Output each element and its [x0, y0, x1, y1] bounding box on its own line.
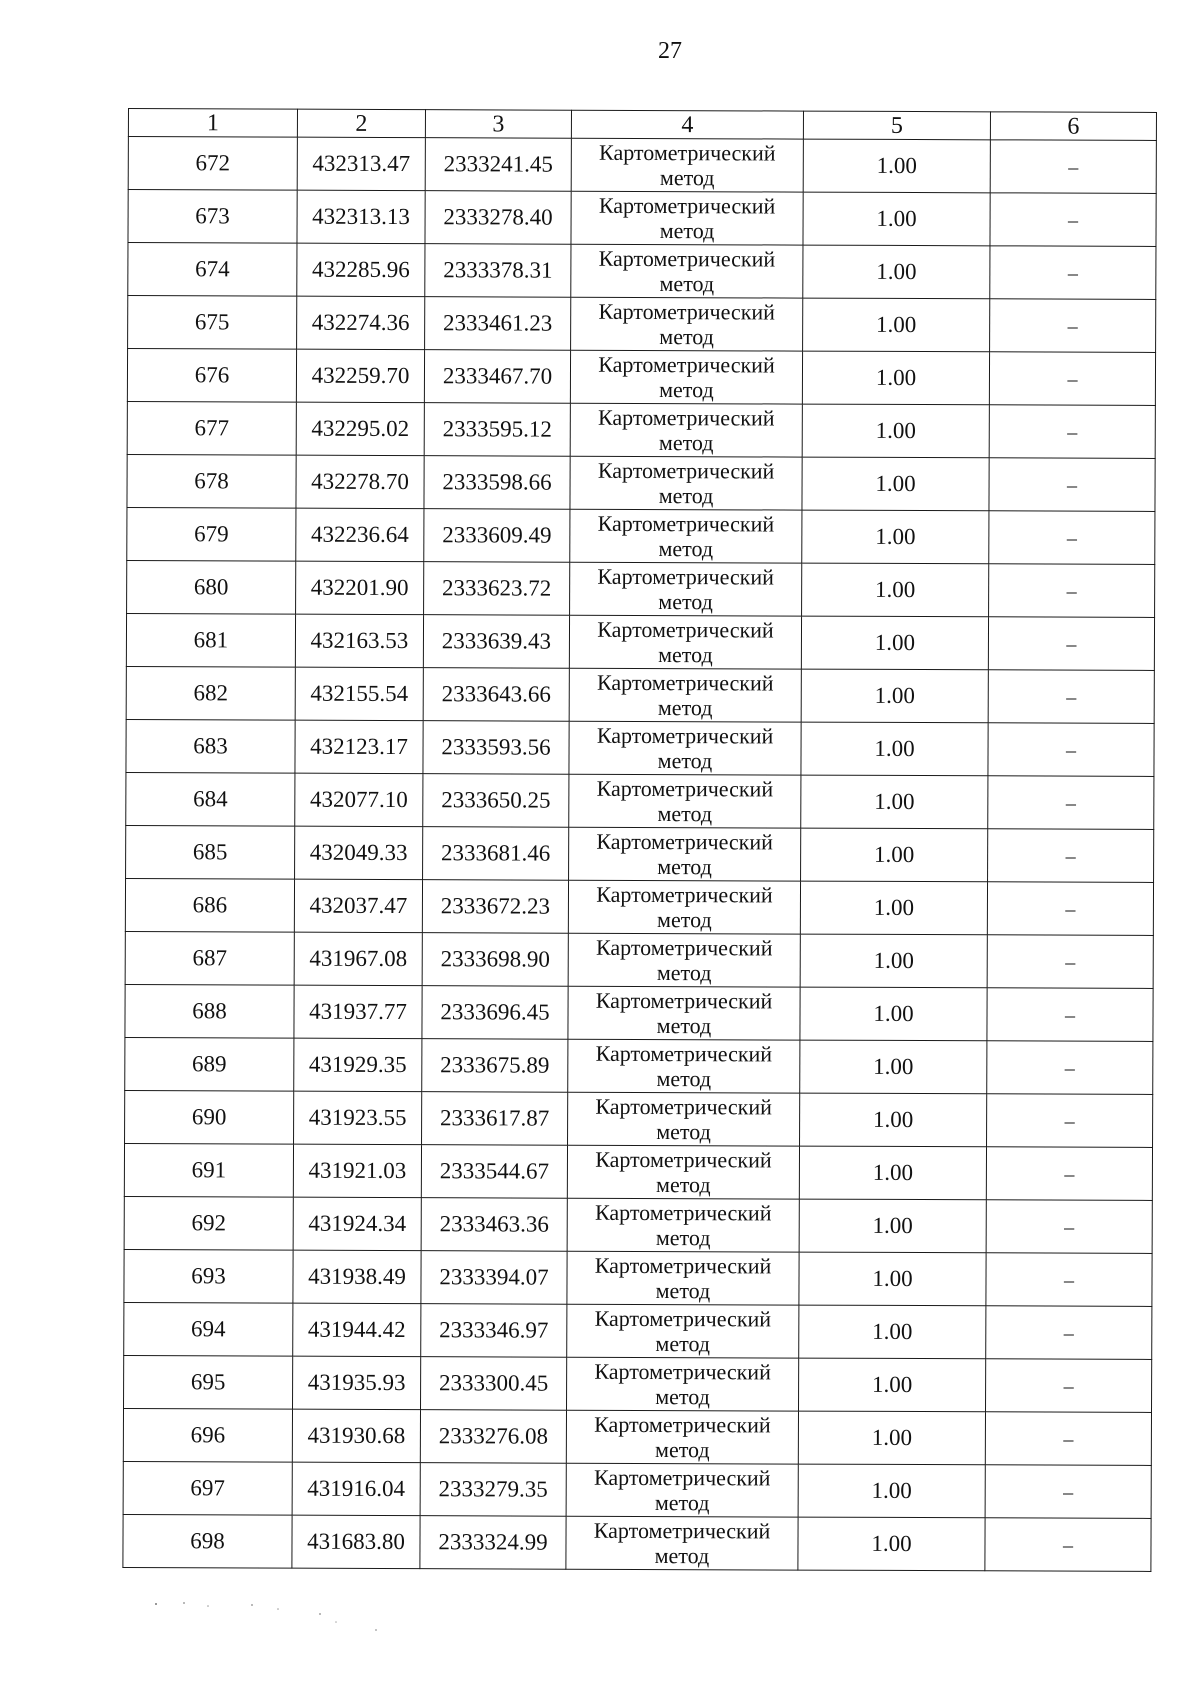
note-cell: [987, 882, 1153, 936]
y-coordinate-cell: 2333643.66: [423, 668, 569, 722]
point-number-cell: 694: [124, 1302, 293, 1356]
note-dash: –: [1067, 421, 1078, 444]
method-cell: [569, 615, 801, 669]
note-cell: [987, 935, 1153, 989]
point-number-cell: 690: [125, 1090, 294, 1144]
y-coordinate-cell: 2333675.89: [422, 1039, 568, 1093]
table-row: [124, 1302, 1152, 1359]
table-row: [126, 825, 1154, 882]
point-number-cell: 689: [125, 1037, 294, 1091]
method-cell: [570, 456, 802, 510]
table-body: [123, 137, 1156, 1572]
table-row: [123, 1514, 1151, 1571]
method-cell: [569, 668, 801, 722]
method-cell: [567, 1357, 799, 1411]
y-coordinate-cell: 2333378.31: [425, 244, 571, 298]
method-line-1: Картометрический: [598, 192, 776, 219]
method-cell: [567, 1198, 799, 1252]
method-line-2: метод: [659, 377, 714, 403]
point-number-cell: 697: [123, 1461, 292, 1515]
note-dash: –: [1063, 1428, 1074, 1451]
point-number-cell: 677: [127, 401, 296, 455]
accuracy-value-cell: 1.00: [802, 457, 989, 511]
method-line-1: Картометрический: [594, 1411, 771, 1438]
note-dash: –: [1065, 951, 1076, 974]
method-line-2: метод: [655, 1437, 710, 1463]
method-line-2: метод: [659, 271, 715, 297]
note-dash: –: [1064, 1163, 1075, 1186]
accuracy-value-cell: 1.00: [803, 192, 990, 246]
x-coordinate-cell: 431923.55: [294, 1091, 422, 1144]
method-line-2: метод: [657, 695, 713, 721]
method-line-1: Картометрический: [593, 1517, 771, 1544]
note-cell: [987, 988, 1153, 1042]
note-cell: [989, 405, 1155, 459]
method-line-1: Картометрический: [595, 934, 773, 961]
table-header: [128, 109, 1156, 141]
method-line-1: Картометрический: [597, 669, 774, 696]
page-number: 27: [658, 38, 682, 64]
table-row: [127, 507, 1155, 564]
point-number-cell: 683: [126, 719, 295, 773]
note-dash: –: [1067, 474, 1078, 497]
note-dash: –: [1065, 739, 1077, 762]
method-cell: [571, 191, 803, 245]
accuracy-value-cell: 1.00: [800, 881, 987, 935]
point-number-cell: 681: [126, 613, 295, 667]
point-number-cell: 678: [127, 454, 296, 508]
method-line-2: метод: [657, 748, 713, 774]
header-col-6: 6: [990, 112, 1156, 141]
method-line-1: Картометрический: [595, 1146, 772, 1173]
method-cell: [568, 1092, 800, 1146]
method-line-2: метод: [655, 1384, 710, 1410]
table-row: [124, 1143, 1152, 1200]
y-coordinate-cell: 2333672.23: [422, 880, 568, 934]
table-row: [128, 137, 1156, 194]
x-coordinate-cell: 432313.47: [297, 137, 425, 190]
method-line-2: метод: [659, 218, 715, 244]
table-row: [126, 613, 1154, 670]
point-number-cell: 672: [128, 137, 297, 191]
note-dash: –: [1063, 1481, 1074, 1504]
x-coordinate-cell: 431929.35: [294, 1038, 422, 1091]
method-cell: [570, 509, 802, 563]
method-line-2: метод: [655, 1225, 711, 1251]
method-cell: [571, 297, 803, 351]
method-line-1: Картометрический: [595, 987, 773, 1014]
table-row: [124, 1355, 1152, 1412]
note-cell: [989, 458, 1155, 512]
note-cell: [987, 1094, 1153, 1148]
point-number-cell: 673: [128, 190, 297, 244]
x-coordinate-cell: 432236.64: [296, 508, 424, 561]
note-cell: [989, 564, 1155, 618]
method-line-2: метод: [658, 483, 714, 509]
method-line-2: метод: [658, 589, 713, 615]
method-cell: [567, 1251, 799, 1305]
table-row: [125, 984, 1153, 1041]
x-coordinate-cell: 432259.70: [296, 349, 424, 402]
x-coordinate-cell: 432295.02: [296, 402, 424, 455]
table-row: [126, 719, 1154, 776]
y-coordinate-cell: 2333467.70: [424, 350, 570, 404]
method-cell: [569, 827, 801, 881]
method-line-1: Картометрический: [594, 1305, 772, 1332]
method-cell: [566, 1516, 798, 1570]
method-cell: [571, 138, 803, 192]
y-coordinate-cell: 2333278.40: [425, 191, 571, 245]
accuracy-value-cell: 1.00: [799, 1358, 986, 1412]
header-col-3: 3: [425, 110, 571, 139]
method-line-2: метод: [657, 907, 712, 933]
method-line-1: Картометрический: [596, 775, 774, 802]
method-line-1: Картометрический: [595, 1093, 772, 1120]
note-cell: [990, 246, 1156, 300]
method-line-2: метод: [656, 1172, 711, 1198]
accuracy-value-cell: 1.00: [800, 1040, 987, 1094]
method-line-2: метод: [657, 854, 712, 880]
y-coordinate-cell: 2333698.90: [422, 933, 568, 987]
method-line-2: метод: [655, 1331, 711, 1357]
point-number-cell: 676: [127, 349, 296, 403]
x-coordinate-cell: 432313.13: [297, 190, 425, 243]
note-cell: [986, 1200, 1152, 1254]
method-cell: [568, 986, 800, 1040]
y-coordinate-cell: 2333276.08: [420, 1410, 566, 1464]
method-line-2: метод: [656, 1013, 712, 1039]
point-number-cell: 684: [126, 772, 295, 826]
method-line-2: метод: [657, 801, 713, 827]
method-line-2: метод: [656, 1066, 712, 1092]
x-coordinate-cell: 431916.04: [292, 1462, 420, 1515]
method-line-1: Картометрический: [597, 616, 774, 643]
x-coordinate-cell: 431924.34: [293, 1197, 421, 1250]
note-dash: –: [1067, 315, 1078, 338]
accuracy-value-cell: 1.00: [801, 828, 988, 882]
method-line-1: Картометрический: [599, 139, 776, 166]
note-cell: [986, 1147, 1152, 1201]
point-number-cell: 675: [128, 296, 297, 350]
note-dash: –: [1063, 1375, 1074, 1398]
header-col-4: 4: [571, 110, 803, 139]
table-row: [125, 1090, 1153, 1147]
note-dash: –: [1067, 262, 1078, 285]
method-cell: [566, 1410, 798, 1464]
y-coordinate-cell: 2333650.25: [423, 774, 569, 828]
x-coordinate-cell: 432285.96: [297, 243, 425, 296]
y-coordinate-cell: 2333346.97: [421, 1304, 567, 1358]
point-number-cell: 686: [125, 878, 294, 932]
y-coordinate-cell: 2333623.72: [424, 562, 570, 616]
table-row: [127, 401, 1155, 458]
note-cell: [987, 1041, 1153, 1095]
x-coordinate-cell: 432201.90: [296, 561, 424, 614]
y-coordinate-cell: 2333609.49: [424, 509, 570, 563]
note-dash: –: [1064, 1110, 1075, 1133]
accuracy-value-cell: 1.00: [802, 404, 989, 458]
x-coordinate-cell: 432155.54: [295, 667, 423, 720]
accuracy-value-cell: 1.00: [802, 563, 989, 617]
y-coordinate-cell: 2333394.07: [421, 1251, 567, 1305]
accuracy-value-cell: 1.00: [803, 139, 990, 193]
method-line-1: Картометрический: [594, 1358, 771, 1385]
note-dash: –: [1066, 686, 1077, 709]
y-coordinate-cell: 2333544.67: [421, 1145, 567, 1199]
note-cell: [988, 617, 1154, 671]
table-row: [124, 1196, 1152, 1253]
accuracy-value-cell: 1.00: [798, 1517, 985, 1571]
x-coordinate-cell: 432049.33: [295, 826, 423, 879]
note-dash: –: [1063, 1269, 1075, 1292]
accuracy-value-cell: 1.00: [798, 1464, 985, 1518]
note-dash: –: [1065, 845, 1076, 868]
method-line-1: Картометрический: [597, 510, 775, 537]
accuracy-value-cell: 1.00: [799, 1199, 986, 1253]
note-cell: [988, 723, 1154, 777]
y-coordinate-cell: 2333696.45: [422, 986, 568, 1040]
method-line-2: метод: [658, 642, 713, 668]
x-coordinate-cell: 431967.08: [294, 932, 422, 985]
x-coordinate-cell: 431937.77: [294, 985, 422, 1038]
note-cell: [985, 1412, 1151, 1466]
accuracy-value-cell: 1.00: [803, 245, 990, 299]
method-line-1: Картометрический: [598, 351, 775, 378]
method-cell: [569, 774, 801, 828]
note-dash: –: [1066, 580, 1077, 603]
note-dash: –: [1066, 633, 1077, 656]
accuracy-value-cell: 1.00: [801, 616, 988, 670]
method-line-1: Картометрический: [598, 298, 776, 325]
note-cell: [985, 1518, 1151, 1572]
y-coordinate-cell: 2333681.46: [423, 827, 569, 881]
note-dash: –: [1065, 792, 1076, 815]
method-line-1: Картометрический: [596, 722, 774, 749]
method-line-1: Картометрический: [597, 563, 774, 590]
note-dash: –: [1068, 156, 1079, 179]
accuracy-value-cell: 1.00: [801, 722, 988, 776]
coordinates-table: [122, 108, 1157, 1572]
point-number-cell: 688: [125, 984, 294, 1038]
accuracy-value-cell: 1.00: [800, 934, 987, 988]
method-cell: [570, 403, 802, 457]
point-number-cell: 692: [124, 1196, 293, 1250]
note-cell: [990, 140, 1156, 194]
accuracy-value-cell: 1.00: [801, 669, 988, 723]
note-cell: [989, 511, 1155, 565]
accuracy-value-cell: 1.00: [800, 987, 987, 1041]
note-dash: –: [1062, 1534, 1074, 1557]
table-row: [124, 1249, 1152, 1306]
note-cell: [986, 1306, 1152, 1360]
point-number-cell: 680: [127, 560, 296, 614]
y-coordinate-cell: 2333617.87: [422, 1092, 568, 1146]
method-line-2: метод: [658, 430, 714, 456]
method-cell: [570, 350, 802, 404]
method-line-2: метод: [659, 324, 714, 350]
header-col-2: 2: [297, 109, 425, 137]
note-cell: [988, 776, 1154, 830]
header-col-5: 5: [803, 111, 990, 140]
note-cell: [988, 829, 1154, 883]
x-coordinate-cell: 431938.49: [293, 1250, 421, 1303]
table-row: [127, 560, 1155, 617]
accuracy-value-cell: 1.00: [801, 775, 988, 829]
point-number-cell: 682: [126, 666, 295, 720]
note-cell: [986, 1359, 1152, 1413]
method-cell: [569, 721, 801, 775]
point-number-cell: 696: [123, 1408, 292, 1462]
accuracy-value-cell: 1.00: [802, 510, 989, 564]
method-line-2: метод: [656, 1119, 711, 1145]
method-cell: [568, 933, 800, 987]
method-line-1: Картометрический: [594, 1199, 772, 1226]
table-row: [125, 878, 1153, 935]
table-row: [126, 772, 1154, 829]
point-number-cell: 687: [125, 931, 294, 985]
y-coordinate-cell: 2333598.66: [424, 456, 570, 510]
method-line-2: метод: [654, 1490, 710, 1516]
method-line-2: метод: [655, 1278, 711, 1304]
method-line-1: Картометрический: [597, 457, 775, 484]
y-coordinate-cell: 2333324.99: [420, 1516, 566, 1570]
y-coordinate-cell: 2333461.23: [425, 297, 571, 351]
method-line-1: Картометрический: [595, 1040, 773, 1067]
accuracy-value-cell: 1.00: [800, 1093, 987, 1147]
method-cell: [567, 1304, 799, 1358]
note-dash: –: [1064, 1004, 1076, 1027]
header-row: [128, 109, 1156, 141]
table-row: [126, 666, 1154, 723]
x-coordinate-cell: 431683.80: [292, 1515, 420, 1568]
y-coordinate-cell: 2333241.45: [425, 138, 571, 192]
note-cell: [985, 1465, 1151, 1519]
x-coordinate-cell: 431921.03: [293, 1144, 421, 1197]
point-number-cell: 685: [126, 825, 295, 879]
scan-specks: [150, 1600, 390, 1640]
accuracy-value-cell: 1.00: [798, 1411, 985, 1465]
note-dash: –: [1065, 898, 1076, 921]
method-line-1: Картометрический: [593, 1464, 771, 1491]
note-dash: –: [1066, 527, 1077, 550]
x-coordinate-cell: 431944.42: [293, 1303, 421, 1356]
x-coordinate-cell: 432274.36: [297, 296, 425, 349]
accuracy-value-cell: 1.00: [799, 1146, 986, 1200]
x-coordinate-cell: 432123.17: [295, 720, 423, 773]
note-cell: [989, 352, 1155, 406]
accuracy-value-cell: 1.00: [799, 1252, 986, 1306]
note-cell: [986, 1253, 1152, 1307]
method-line-1: Картометрический: [598, 404, 775, 431]
header-col-1: 1: [128, 109, 297, 138]
method-line-2: метод: [658, 536, 714, 562]
x-coordinate-cell: 431930.68: [292, 1409, 420, 1462]
method-line-1: Картометрический: [598, 245, 776, 272]
y-coordinate-cell: 2333639.43: [423, 615, 569, 669]
table-row: [128, 243, 1156, 300]
table-row: [127, 349, 1155, 406]
note-dash: –: [1063, 1322, 1074, 1345]
table-row: [123, 1408, 1151, 1465]
point-number-cell: 698: [123, 1514, 292, 1568]
accuracy-value-cell: 1.00: [799, 1305, 986, 1359]
note-cell: [990, 299, 1156, 353]
table-row: [127, 454, 1155, 511]
y-coordinate-cell: 2333463.36: [421, 1198, 567, 1252]
y-coordinate-cell: 2333279.35: [420, 1463, 566, 1517]
note-cell: [990, 193, 1156, 247]
x-coordinate-cell: 432077.10: [295, 773, 423, 826]
method-line-2: метод: [656, 960, 712, 986]
point-number-cell: 674: [128, 243, 297, 297]
accuracy-value-cell: 1.00: [803, 298, 990, 352]
method-line-2: метод: [659, 165, 715, 191]
accuracy-value-cell: 1.00: [802, 351, 989, 405]
table-row: [128, 296, 1156, 353]
note-dash: –: [1064, 1216, 1075, 1239]
y-coordinate-cell: 2333300.45: [421, 1357, 567, 1411]
method-line-2: метод: [654, 1543, 710, 1569]
note-cell: [988, 670, 1154, 724]
point-number-cell: 693: [124, 1249, 293, 1303]
table-row: [123, 1461, 1151, 1518]
point-number-cell: 695: [124, 1355, 293, 1409]
x-coordinate-cell: 431935.93: [293, 1356, 421, 1409]
x-coordinate-cell: 432163.53: [295, 614, 423, 667]
method-cell: [567, 1145, 799, 1199]
method-line-1: Картометрический: [596, 828, 773, 855]
table-row: [125, 1037, 1153, 1094]
method-line-1: Картометрический: [596, 881, 773, 908]
method-cell: [571, 244, 803, 298]
table-row: [128, 190, 1156, 247]
note-dash: –: [1067, 368, 1078, 391]
method-cell: [566, 1463, 798, 1517]
method-line-1: Картометрический: [594, 1252, 772, 1279]
note-dash: –: [1068, 209, 1079, 232]
x-coordinate-cell: 432278.70: [296, 455, 424, 508]
method-cell: [568, 1039, 800, 1093]
y-coordinate-cell: 2333593.56: [423, 721, 569, 775]
note-dash: –: [1064, 1057, 1075, 1080]
y-coordinate-cell: 2333595.12: [424, 403, 570, 457]
point-number-cell: 691: [124, 1143, 293, 1197]
x-coordinate-cell: 432037.47: [294, 879, 422, 932]
table-row: [125, 931, 1153, 988]
point-number-cell: 679: [127, 507, 296, 561]
method-cell: [568, 880, 800, 934]
method-cell: [570, 562, 802, 616]
